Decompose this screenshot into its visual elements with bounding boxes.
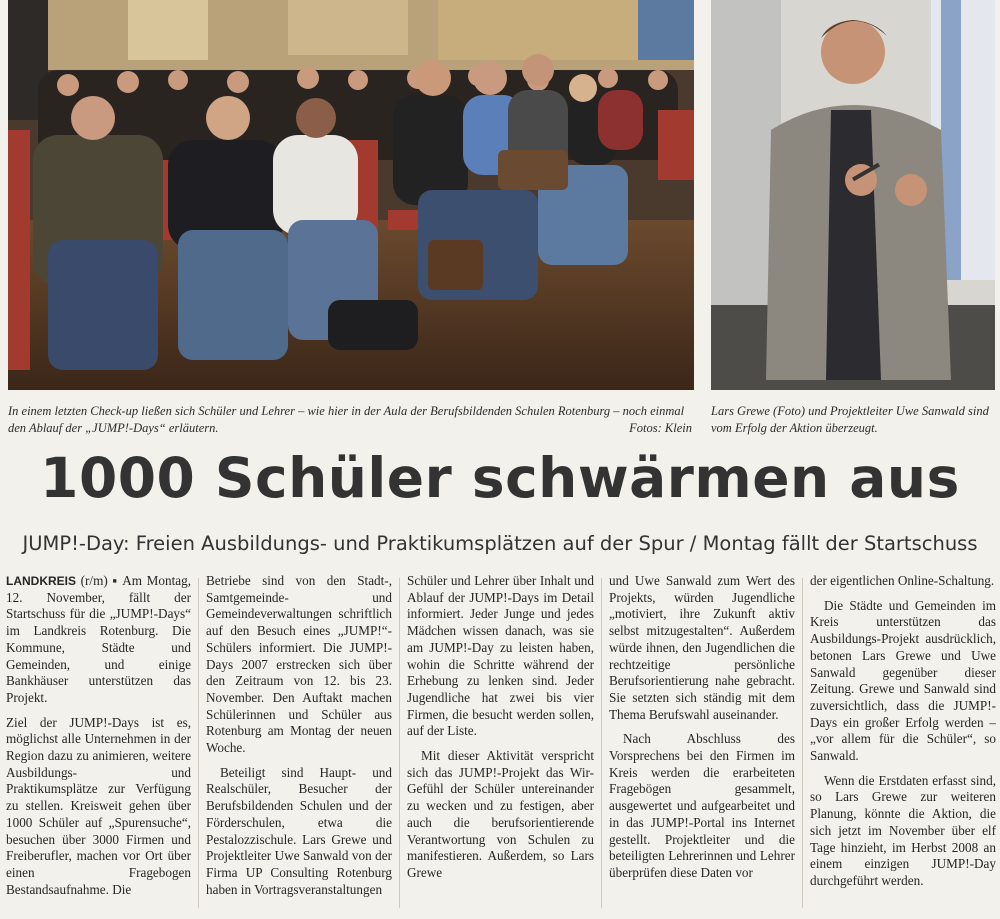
- aula-photo: [8, 0, 694, 390]
- column-divider: [601, 578, 602, 908]
- article-paragraph: Nach Abschluss des Vorsprechens bei den Firmen im Kreis werden die erarbeiteten Fragebögen gesammelt, ausgewertet und aufgearbeitet und in das JUMP!-Portal ins Internet gestellt. Projektleiter und die beteiligten Lehrerinnen und Lehrer überprüfen diese Daten vor: [609, 731, 795, 880]
- speaker-photo: [711, 0, 995, 390]
- aula-photo-caption: [8, 403, 692, 437]
- article-subheadline: JUMP!-Day: Freien Ausbildungs- und Praktikumsplätzen auf der Spur / Montag fällt der Startschuss: [22, 532, 978, 555]
- article-paragraph: der eigentlichen Online-Schaltung.: [810, 573, 995, 588]
- article-paragraph: Schüler und Lehrer über Inhalt und Ablauf der JUMP!-Days im Detail informiert. Jeder Junge und jedes Mädchen wissen danach, was sie am JUMP!-Day zu leisten haben, wohin die Schritte während der Erhebung zu lenken sind. Jeder Jugendliche hat zwei bis vier Firmen, die besucht werden sollen, auf der Liste.: [407, 573, 594, 739]
- article-lead-paragraph: [6, 573, 191, 707]
- article-paragraph: Mit dieser Aktivität verspricht sich das JUMP!-Projekt das Wir-Gefühl der Schüler untereinander zu wecken und zu festigen, aber auch die berufsorientierende Verantwortung von Schulen zu manifestieren. Außerdem, so Lars Grewe: [407, 748, 594, 880]
- article-headline: 1000 Schüler schwärmen aus: [40, 446, 960, 510]
- article-column-2: [206, 573, 392, 919]
- lead-text: (r/m) ▪ Am Montag, 12. November, fällt der Startschuss für die „JUMP!-Days“ im Landkreis Rotenburg. Die Kommune, Städte und Gemeinden, und einige Bankhäuser unterstützen das Projekt.: [6, 573, 191, 705]
- article-paragraph: Betriebe sind von den Stadt-, Samtgemeinde- und Gemeindeverwaltungen schriftlich auf den Besuch eines „JUMP!“-Schülers informiert. Die JUMP!-Days 2007 erstrecken sich über den Zeitraum von 12. bis 23. November. Den Auftakt machen Schülerinnen und Schüler aus Rotenburg am Montag der neuen Woche.: [206, 573, 392, 756]
- column-divider: [802, 578, 803, 908]
- article-paragraph: Ziel der JUMP!-Days ist es, möglichst alle Unternehmen in der Region dazu zu animieren, weitere Ausbildungs- und Praktikumsplätze zur Verfügung zu stellen. Kreisweit gehen über 1000 Schüler auf „Spurensuche“, besuchen über 3000 Firmen und Freiberufler, machen vor Ort über einen Fragebogen Bestandsaufnahme. Die: [6, 714, 191, 897]
- article-paragraph: und Uwe Sanwald zum Wert des Projekts, würden Jugendliche „motiviert, ihre Zukunft aktiv selbst mitzugestalten“. Außerdem würde ihnen, den Jugendlichen die rechtzeitige persönliche Berufsorientierung nahe gebracht. Sie setzten sich ständig mit dem Thema Berufswahl auseinander.: [609, 573, 795, 722]
- aula-caption-text: In einem letzten Check-up ließen sich Schüler und Lehrer – wie hier in der Aula der Berufsbildenden Schulen Rotenburg – noch einmal den Ablauf der „JUMP!-Days“ erläutern.: [8, 404, 685, 435]
- article-column-3: [407, 573, 594, 919]
- article-paragraph: Die Städte und Gemeinden im Kreis unterstützen das Ausbildungs-Projekt ausdrücklich, betonen Lars Grewe und Uwe Sanwald gegenüber dieser Zeitung. Grewe und Sanwald sind zuversichtlich, dass die JUMP!-Days ein großer Erfolg werden – „vor allem für die Schüler“, so Sanwald.: [810, 597, 996, 764]
- aula-photo-illustration: [8, 0, 694, 390]
- speaker-photo-caption: Lars Grewe (Foto) und Projektleiter Uwe Sanwald sind vom Erfolg der Aktion überzeugt.: [711, 404, 989, 435]
- article-paragraph: Wenn die Erstdaten erfasst sind, so Lars Grewe zur weiteren Planung, könnte die Aktion, die sich jetzt im November über elf Tage hinzieht, im Herbst 2008 an einem einzigen JUMP!-Day durchgeführt werden.: [810, 772, 996, 888]
- article-paragraph: Beteiligt sind Haupt- und Realschüler, Besucher der Berufsbildenden Schulen und der Förderschulen, etwa die Pestalozzischule. Lars Grewe und Projektleiter Uwe Sanwald von der Firma UP Consulting Rotenburg haben in Vortragsveranstaltungen: [206, 764, 392, 897]
- photo-credit: Fotos: Klein: [629, 421, 692, 435]
- article-column-4: [609, 573, 795, 919]
- dateline: LANDKREIS: [6, 574, 77, 588]
- speaker-photo-illustration: [711, 0, 995, 390]
- article-column-1: [6, 573, 191, 919]
- article-column-5: [810, 573, 996, 919]
- column-divider: [399, 578, 400, 908]
- column-divider: [198, 578, 199, 908]
